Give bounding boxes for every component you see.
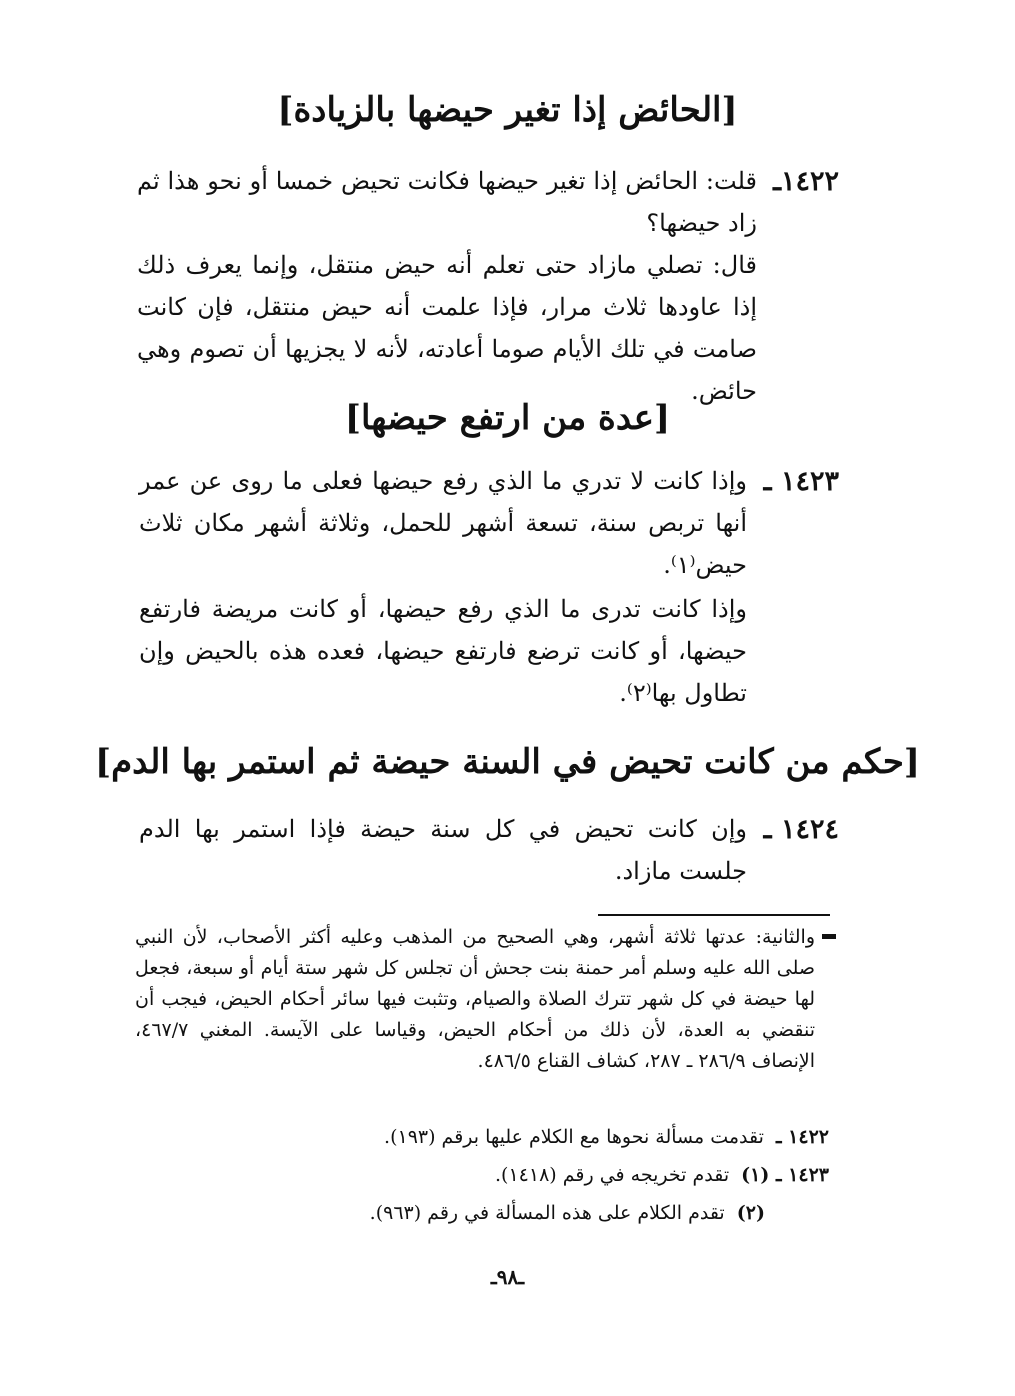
footnote-1423-2-text: تقدم الكلام على هذه المسألة في رقم (٩٦٣).: [369, 1202, 725, 1224]
footnote-1422: [384, 1122, 829, 1152]
section-heading-waiting-period: [عدة من ارتفع حيضها]: [344, 398, 671, 438]
footnote-separator: [598, 914, 830, 916]
entry-1422-answer: قال: تصلي مازاد حتى تعلم أنه حيض منتقل، وإنما يعرف ذلك إذا عاودها ثلاث مرار، فإذا علمت أنه حيض منتقل، فإن كانت صامت في تلك الأيام صوما أعادته، لأنه لا يجزيها أن تصوم وهي حائض.: [137, 251, 757, 405]
footnote-1422-text: تقدمت مسألة نحوها مع الكلام عليها برقم (١٩٣).: [384, 1126, 764, 1148]
entry-number-1422: ١٤٢٢ـ: [773, 166, 839, 197]
entry-number-1424: ١٤٢٤ ـ: [763, 814, 839, 845]
entry-1424-paragraph: وإن كانت تحيض في كل سنة حيضة فإذا استمر بها الدم جلست مازاد.: [139, 815, 747, 885]
section-heading-yearly-menstruation: [حكم من كانت تحيض في السنة حيضة ثم استمر بها الدم]: [95, 742, 920, 782]
footnote-1423-1-text: تقدم تخريجه في رقم (١٤١٨).: [495, 1164, 730, 1186]
footnote-1423-2-ref: (٢): [736, 1202, 765, 1224]
footnote-1423-1: [495, 1160, 829, 1190]
footnote-1423-2: [370, 1198, 765, 1228]
footnote-continuation-mark: [822, 934, 836, 939]
page-number: ـ٩٨ـ: [490, 1265, 525, 1289]
entry-number-1423: ١٤٢٣ ـ: [763, 466, 839, 497]
footnote-1423-1-ref: ١٤٢٣ ـ (١): [741, 1164, 829, 1186]
entry-1422-question: قلت: الحائض إذا تغير حيضها فكانت تحيض خمسا أو نحو هذا ثم زاد حيضها؟: [137, 167, 757, 237]
footnote-1422-ref: ١٤٢٢ ـ: [775, 1126, 829, 1148]
entry-1423-paragraph-2: وإذا كانت تدرى ما الذي رفع حيضها، أو كانت مريضة فارتفع حيضها، أو كانت ترضع فارتفع حيضها، فعده هذه بالحيض وإن تطاول بها⁽٢⁾.: [139, 595, 748, 707]
footnote-continuation: والثانية: عدتها ثلاثة أشهر، وهي الصحيح من المذهب وعليه أكثر الأصحاب، لأن النبي صلى الله عليه وسلم أمر حمنة بنت جحش أن تجلس كل شهر ستة أيام أو سبعة، فجعل لها حيضة في كل شهر تترك الصلاة والصيام، وتثبت فيها سائر أحكام الحيض، فيجب أن تنقضي به العدة، لأن ذلك من أحكام الحيض، وقياسا على الآيسة. المغني ٤٦٧/٧، الإنصاف ٢٨٦/٩ ـ ٢٨٧، كشاف القناع ٤٨٦/٥.: [135, 926, 815, 1072]
section-heading-increased-menstruation: [الحائض إذا تغير حيضها بالزيادة]: [277, 90, 738, 130]
entry-1423-paragraph-1: وإذا كانت لا تدري ما الذي رفع حيضها فعلى ما روى عن عمر أنها تربص سنة، تسعة أشهر للحمل، وثلاثة أشهر مكان ثلاث حيض⁽١⁾.: [139, 467, 747, 579]
